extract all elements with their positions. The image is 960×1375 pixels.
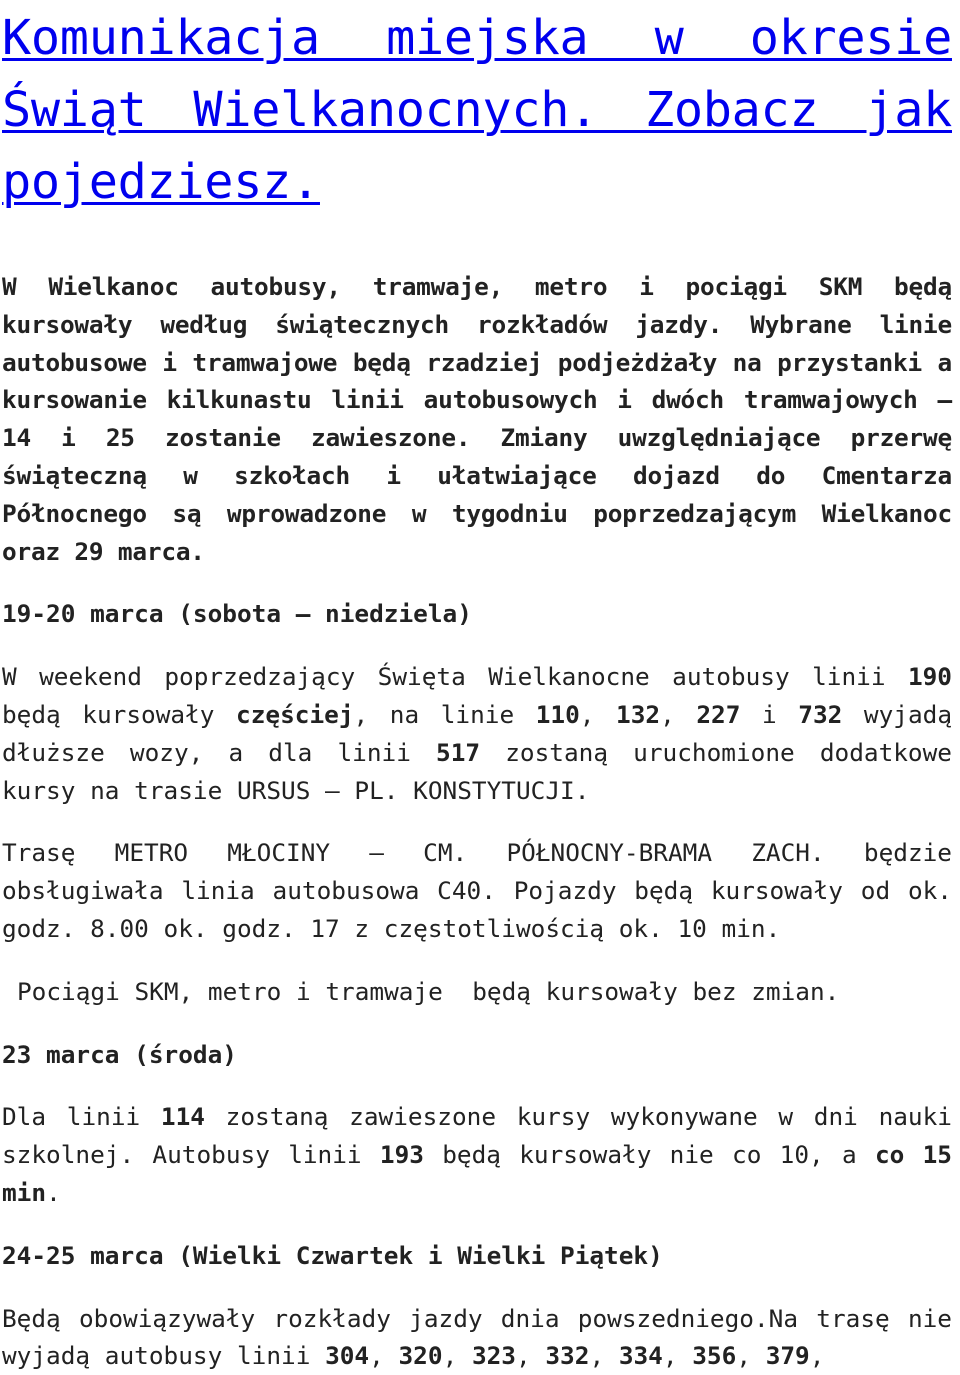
- article-title: [2, 0, 952, 218]
- section-heading-24-25-marca: 24-25 marca (Wielki Czwartek i Wielki Piątek): [2, 1240, 663, 1270]
- weekend-buses-paragraph: W weekend poprzedzający Święta Wielkanocne autobusy linii 190 będą kursowały częściej, na linie 110, 132, 227 i 732 wyjadą dłuższe wozy, a dla linii 517 zostaną uruchomione dodatkowe kursy na trasie URSUS – PL. KONSTYTUCJI.: [2, 662, 953, 805]
- section-heading-19-20-marca: 19-20 marca (sobota – niedziela): [2, 599, 472, 629]
- article-intro: W Wielkanoc autobusy, tramwaje, metro i pociągi SKM będą kursowały według świątecznych rozkładów jazdy. Wybrane linie autobusowe i tramwajowe będą rzadziej podjeżdżały na przystanki a kursowanie kilkunastu linii autobusowych i dwóch tramwajowych – 14 i 25 zostanie zawieszone. Zmiany uwzględniające przerwę świąteczną w szkołach i ułatwiające dojazd do Cmentarza Północnego są wprowadzone w tygodniu poprzedzającym Wielkanoc oraz 29 marca.: [2, 272, 952, 566]
- section-heading-23-marca: 23 marca (środa): [2, 1039, 237, 1069]
- c40-route-paragraph: Trasę METRO MŁOCINY – CM. PÓŁNOCNY-BRAMA ZACH. będzie obsługiwała linia autobusowa C40. Pojazdy będą kursowały od ok. godz. 8.00 ok. godz. 17 z częstotliwością ok. 10 min.: [2, 838, 952, 943]
- line-114-193-paragraph: Dla linii 114 zostaną zawieszone kursy wykonywane w dni nauki szkolnej. Autobusy linii 193 będą kursowały nie co 10, a co 15 min.: [2, 1102, 952, 1207]
- article: [2, 0, 952, 1375]
- weekday-schedule-paragraph: Będą obowiązywały rozkłady jazdy dnia powszedniego.Na trasę nie wyjadą autobusy linii 304, 320, 323, 332, 334, 356, 379,: [2, 1303, 952, 1371]
- skm-metro-tram-paragraph: Pociągi SKM, metro i tramwaje będą kursowały bez zmian.: [17, 976, 840, 1006]
- article-title-link[interactable]: Komunikacja miejska w okresie Świąt Wielkanocnych. Zobacz jak pojedziesz.: [2, 10, 952, 210]
